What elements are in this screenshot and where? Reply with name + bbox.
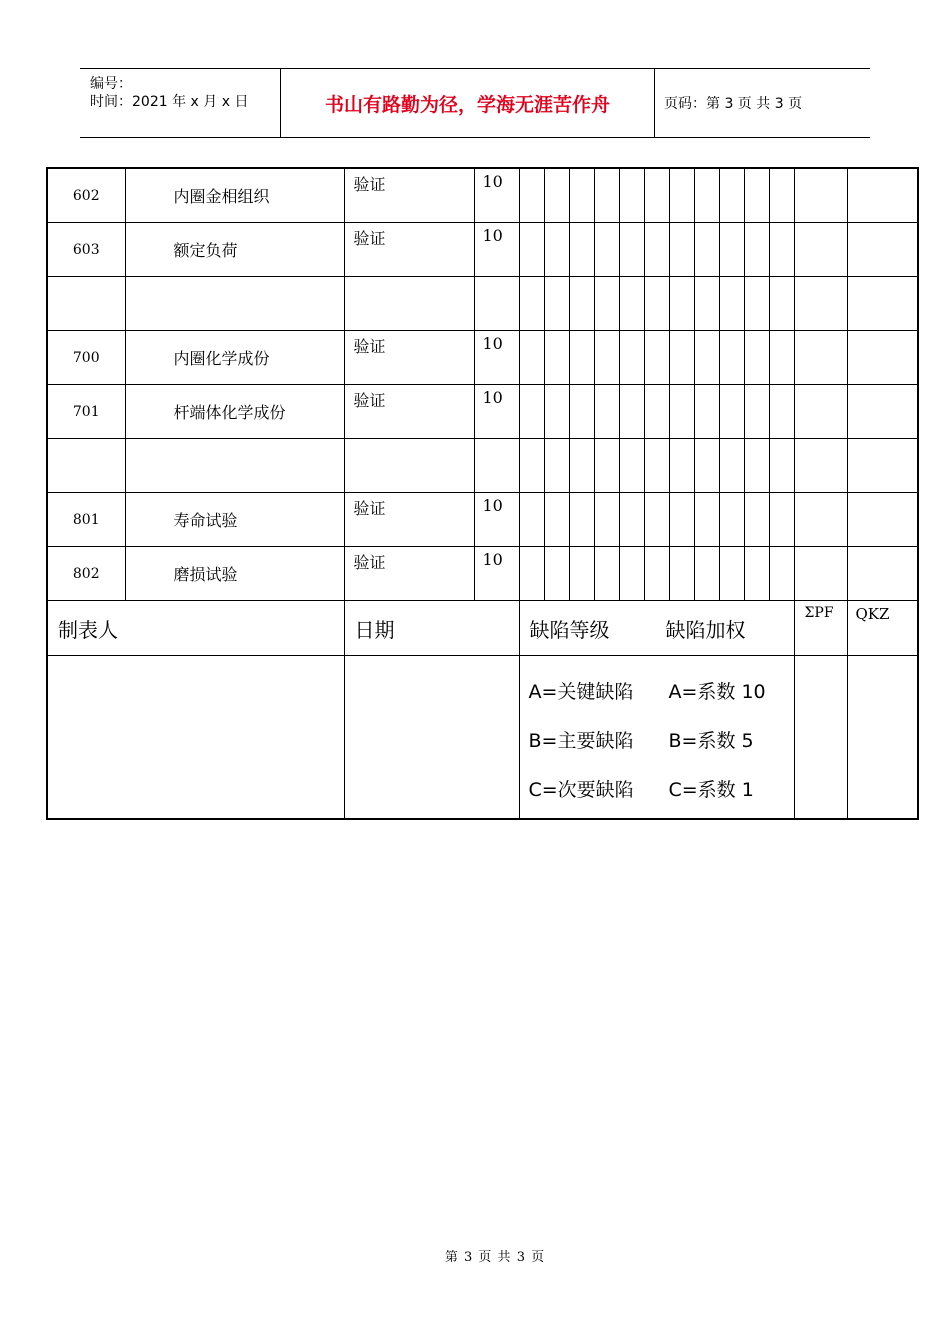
sum-cell	[794, 168, 847, 223]
grid-cell	[544, 277, 569, 331]
item-name: 磨损试验	[125, 547, 344, 601]
grid-cell	[544, 493, 569, 547]
item-name: 内圈化学成份	[125, 331, 344, 385]
grid-cell	[694, 547, 719, 601]
sum-cell	[794, 547, 847, 601]
grid-cell	[769, 223, 794, 277]
grid-cell	[594, 493, 619, 547]
grid-cell	[769, 493, 794, 547]
grid-cell	[769, 547, 794, 601]
grid-cell	[769, 277, 794, 331]
qkz-cell	[847, 439, 918, 493]
table-row	[47, 277, 918, 331]
qkz-cell	[847, 223, 918, 277]
item-number	[47, 439, 125, 493]
legend-cell	[519, 656, 794, 820]
grid-cell	[619, 439, 644, 493]
grid-cell	[544, 439, 569, 493]
grid-cell	[619, 493, 644, 547]
grid-cell	[669, 547, 694, 601]
legend-weight: A=系数 10	[668, 681, 766, 703]
qkz-cell	[847, 385, 918, 439]
item-value: 10	[474, 547, 519, 601]
item-value: 10	[474, 168, 519, 223]
grid-cell	[644, 168, 669, 223]
grid-cell	[694, 331, 719, 385]
grid-cell	[569, 547, 594, 601]
grid-cell	[744, 385, 769, 439]
grid-cell	[644, 547, 669, 601]
grid-cell	[744, 331, 769, 385]
grid-cell	[719, 168, 744, 223]
item-number: 700	[47, 331, 125, 385]
grid-cell	[719, 223, 744, 277]
grid-cell	[594, 439, 619, 493]
qkz-cell	[847, 277, 918, 331]
sum-pf-cell	[794, 656, 847, 820]
qkz-cell	[847, 493, 918, 547]
grid-cell	[619, 385, 644, 439]
grid-cell	[519, 331, 544, 385]
grid-cell	[694, 439, 719, 493]
item-name	[125, 277, 344, 331]
number-label: 编号：	[90, 76, 132, 92]
grid-cell	[594, 385, 619, 439]
grid-cell	[569, 223, 594, 277]
item-number: 603	[47, 223, 125, 277]
table-row	[47, 223, 918, 277]
inspection-table	[46, 167, 919, 820]
inspection-method: 验证	[344, 223, 474, 277]
sum-pf-label: ΣPF	[794, 601, 847, 656]
table-row	[47, 385, 918, 439]
grid-cell	[594, 277, 619, 331]
page-footer: 第 3 页 共 3 页	[444, 1250, 546, 1265]
item-value: 10	[474, 385, 519, 439]
page-info: 页码：第 3 页 共 3 页	[664, 96, 803, 112]
inspection-method	[344, 439, 474, 493]
inspection-method: 验证	[344, 331, 474, 385]
legend-grade: B=主要缺陷	[528, 730, 634, 752]
inspection-method	[344, 277, 474, 331]
grid-cell	[544, 547, 569, 601]
qkz-cell	[847, 168, 918, 223]
grid-cell	[769, 439, 794, 493]
item-number: 602	[47, 168, 125, 223]
grid-cell	[594, 547, 619, 601]
grid-cell	[669, 223, 694, 277]
page-header	[80, 68, 870, 138]
motto: 书山有路勤为径，学海无涯苦作舟	[281, 69, 655, 137]
grid-cell	[719, 385, 744, 439]
grid-cell	[619, 331, 644, 385]
preparer-label: 制表人	[47, 601, 344, 656]
grid-cell	[719, 331, 744, 385]
inspection-method: 验证	[344, 168, 474, 223]
grid-cell	[644, 277, 669, 331]
grid-cell	[744, 547, 769, 601]
table-row	[47, 331, 918, 385]
item-number: 802	[47, 547, 125, 601]
table-row	[47, 547, 918, 601]
item-value	[474, 439, 519, 493]
grid-cell	[619, 168, 644, 223]
grid-cell	[669, 493, 694, 547]
grid-cell	[519, 223, 544, 277]
grid-cell	[719, 493, 744, 547]
grid-cell	[669, 277, 694, 331]
item-value	[474, 277, 519, 331]
legend-weight: B=系数 5	[668, 730, 754, 752]
legend-line	[529, 668, 794, 717]
grid-cell	[569, 168, 594, 223]
inspection-method: 验证	[344, 385, 474, 439]
footer-row	[47, 601, 918, 656]
grid-cell	[519, 439, 544, 493]
defect-weight-label: 缺陷加权	[665, 617, 746, 642]
grid-cell	[744, 277, 769, 331]
grid-cell	[619, 223, 644, 277]
grid-cell	[644, 493, 669, 547]
table-row	[47, 168, 918, 223]
sum-cell	[794, 223, 847, 277]
grid-cell	[544, 223, 569, 277]
grid-cell	[669, 168, 694, 223]
grid-cell	[744, 493, 769, 547]
defect-grade-label: 缺陷等级	[529, 617, 610, 642]
date-cell	[344, 656, 519, 820]
preparer-cell	[47, 656, 344, 820]
grid-cell	[694, 493, 719, 547]
grid-cell	[719, 439, 744, 493]
grid-cell	[719, 547, 744, 601]
grid-cell	[769, 331, 794, 385]
qkz-cell	[847, 331, 918, 385]
item-number	[47, 277, 125, 331]
item-value: 10	[474, 493, 519, 547]
grid-cell	[569, 439, 594, 493]
grid-cell	[544, 331, 569, 385]
grid-cell	[769, 385, 794, 439]
grid-cell	[519, 385, 544, 439]
item-name: 寿命试验	[125, 493, 344, 547]
legend-line	[529, 766, 794, 815]
sum-cell	[794, 331, 847, 385]
grid-cell	[519, 493, 544, 547]
grid-cell	[569, 331, 594, 385]
sum-cell	[794, 493, 847, 547]
grid-cell	[644, 331, 669, 385]
grid-cell	[544, 385, 569, 439]
legend-grade: C=次要缺陷	[528, 779, 634, 801]
grid-cell	[544, 168, 569, 223]
grid-cell	[519, 168, 544, 223]
qkz-cell	[847, 656, 918, 820]
grid-cell	[694, 277, 719, 331]
qkz-label: QKZ	[847, 601, 918, 656]
grid-cell	[694, 168, 719, 223]
grid-cell	[669, 385, 694, 439]
table-row	[47, 439, 918, 493]
grid-cell	[569, 277, 594, 331]
grid-cell	[744, 168, 769, 223]
grid-cell	[569, 493, 594, 547]
grid-cell	[619, 547, 644, 601]
grid-cell	[569, 385, 594, 439]
grid-cell	[519, 547, 544, 601]
defect-header	[519, 601, 794, 656]
legend-row	[47, 656, 918, 820]
grid-cell	[719, 277, 744, 331]
legend-line	[529, 717, 794, 766]
grid-cell	[744, 439, 769, 493]
grid-cell	[769, 168, 794, 223]
grid-cell	[594, 223, 619, 277]
legend-grade: A=关键缺陷	[528, 681, 634, 703]
item-value: 10	[474, 223, 519, 277]
inspection-method: 验证	[344, 493, 474, 547]
item-number: 801	[47, 493, 125, 547]
item-number: 701	[47, 385, 125, 439]
grid-cell	[594, 168, 619, 223]
grid-cell	[644, 385, 669, 439]
inspection-method: 验证	[344, 547, 474, 601]
grid-cell	[694, 223, 719, 277]
grid-cell	[594, 331, 619, 385]
grid-cell	[519, 277, 544, 331]
grid-cell	[619, 277, 644, 331]
sum-cell	[794, 439, 847, 493]
legend-weight: C=系数 1	[668, 779, 754, 801]
qkz-cell	[847, 547, 918, 601]
grid-cell	[694, 385, 719, 439]
sum-cell	[794, 385, 847, 439]
item-name: 杆端体化学成份	[125, 385, 344, 439]
grid-cell	[669, 331, 694, 385]
item-value: 10	[474, 331, 519, 385]
item-name: 额定负荷	[125, 223, 344, 277]
grid-cell	[744, 223, 769, 277]
date-label: 日期	[344, 601, 519, 656]
grid-cell	[644, 439, 669, 493]
sum-cell	[794, 277, 847, 331]
grid-cell	[644, 223, 669, 277]
time-label: 时间：2021 年 x 月 x 日	[90, 94, 249, 110]
header-meta	[80, 69, 281, 137]
item-name: 内圈金相组织	[125, 168, 344, 223]
grid-cell	[669, 439, 694, 493]
table-row	[47, 493, 918, 547]
item-name	[125, 439, 344, 493]
